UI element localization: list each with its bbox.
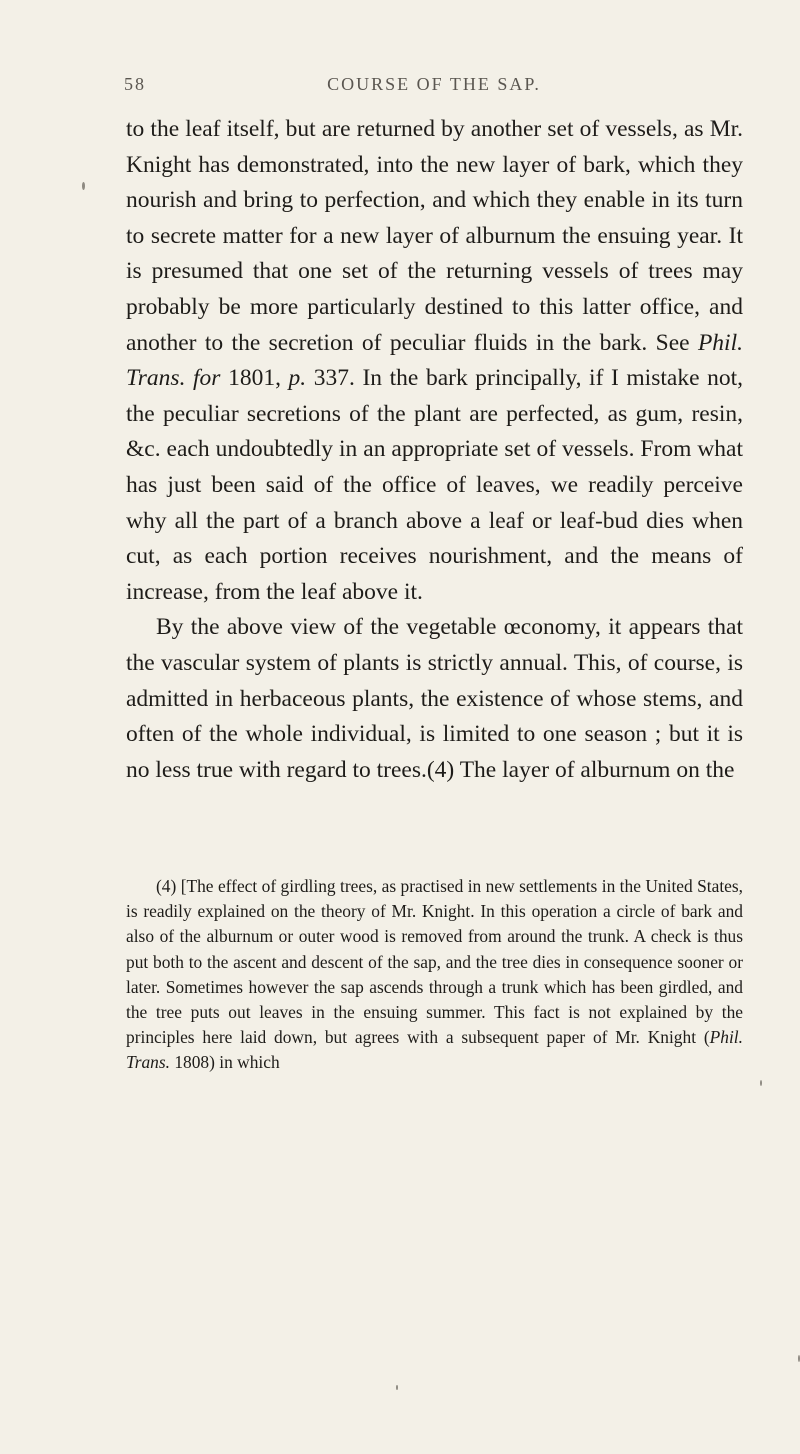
main-text — [126, 112, 743, 788]
citation-page-abbrev: p. — [288, 365, 307, 392]
print-speck — [760, 1080, 762, 1086]
paragraph-1 — [126, 112, 743, 610]
running-title: COURSE OF THE SAP. — [327, 74, 541, 94]
paragraph-1-text-a: to the leaf itself, but are returned by another set of vessels, as Mr. Knight has demonstrated, into the new layer of bark, which they nourish and bring to perfection, and which they enable in its turn to secrete matter for a new layer of alburnum the ensuing year. It is presumed that one set of the returning vessels of trees may probably be more particularly destined to this latter office, and another to the secretion of peculiar fluids in the bark. See — [126, 116, 743, 356]
page-header — [124, 74, 744, 100]
citation-page: 337. — [306, 365, 355, 392]
citation-year: 1801, — [220, 365, 289, 392]
footnote-4 — [126, 874, 743, 1076]
print-speck — [396, 1385, 398, 1390]
citation-journal: Phil. Trans. for — [126, 329, 743, 392]
footnote-citation-journal: Phil. Trans. — [126, 1027, 743, 1073]
print-speck — [82, 182, 85, 190]
page-number: 58 — [124, 74, 146, 94]
footnote-text-b: 1808) in which — [170, 1052, 280, 1073]
footnote-text-a: (4) [The effect of girdling trees, as practised in new settlements in the United States, is readily explained on the theory of Mr. Knight. In this operation a circle of bark and also of the alburnum or outer wood is removed from around the trunk. A check is thus put both to the ascent and descent of the sap, and the tree dies in consequence sooner or later. Sometimes however the sap ascends through a trunk which has been girdled, and the tree puts out leaves in the ensuing summer. This fact is not explained by the principles here laid down, but agrees with a subsequent paper of Mr. Knight ( — [126, 876, 743, 1048]
paragraph-1-text-b: In the bark principally, if I mistake not, the peculiar secretions of the plant are perfected, as gum, resin, &c. each undoubtedly in an appropriate set of vessels. From what has just been said of the office of leaves, we readily perceive why all the part of a branch above a leaf or leaf-bud dies when cut, as each portion receives nourishment, and the means of increase, from the leaf above it. — [126, 365, 743, 605]
paragraph-2: By the above view of the vegetable œconomy, it appears that the vascular system of plants is strictly annual. This, of course, is admitted in herbaceous plants, the existence of whose stems, and often of the whole individual, is limited to one season ; but it is no less true with regard to trees.(4) The layer of alburnum on the — [126, 614, 743, 783]
